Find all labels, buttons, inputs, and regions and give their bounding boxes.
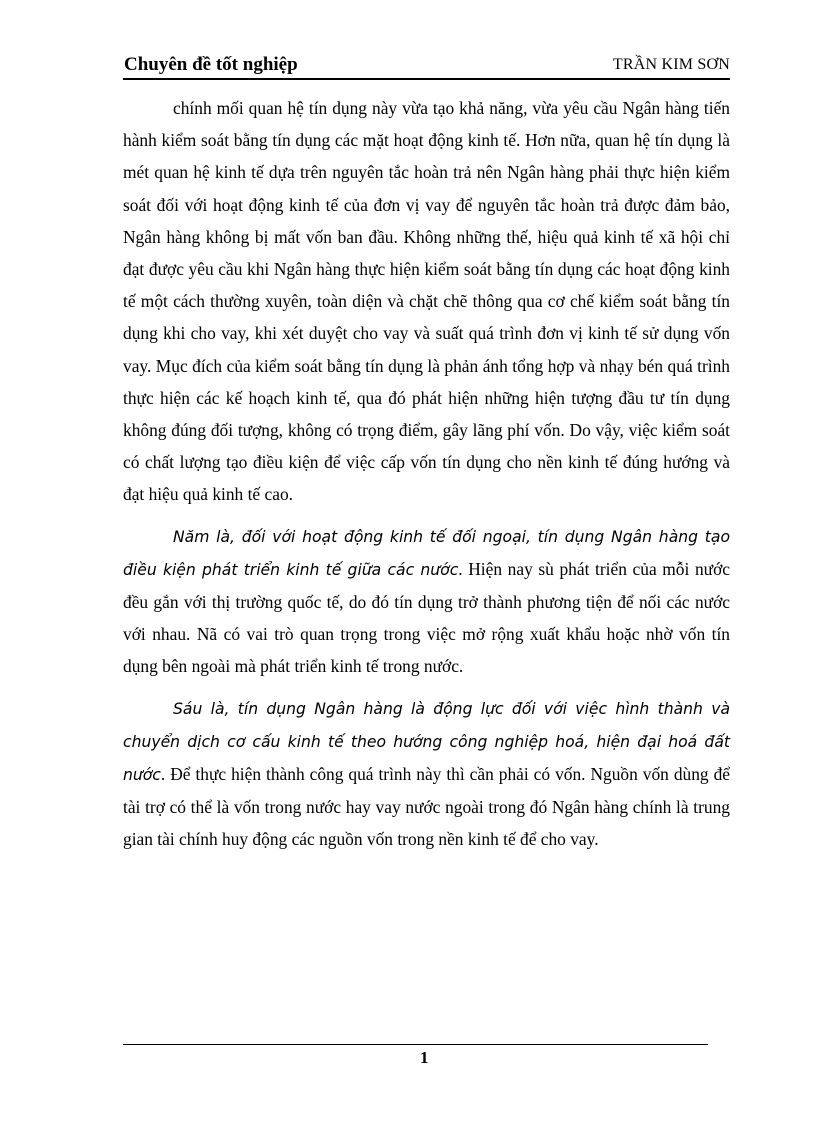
document-title: Chuyên đề tốt nghiệp (124, 54, 298, 75)
paragraph-2-text: . Hiện nay sù phát triển của mỗi nước đều gắn với thị trường quốc tế, do đó tín dụng trở thành phương tiện để nối các nước với nhau. Nã có vai trò quan trọng trong việc mở rộng xuất khẩu hoặc nhờ vốn tín dụng bên ngoài mà phát triển kinh tế trong nước. (123, 558, 730, 677)
footer-divider (123, 1044, 708, 1045)
paragraph-3-text: . Để thực hiện thành công quá trình này thì cần phải có vốn. Nguồn vốn dùng để tài trợ có thể là vốn trong nước hay vay nước ngoài trong đó Ngân hàng chính là trung gian tài chính huy động các nguồn vốn trong nền kinh tế để cho vay. (123, 764, 730, 850)
paragraph-3-italic-lead: Sáu là, tín dụng Ngân hàng là động lực đối với việc hình thành và chuyển dịch cơ cấu kinh tế theo hướng công nghiệp hoá, hiện đại hoá đất nước (123, 699, 730, 785)
paragraph-2-italic-lead: Năm là, đối với hoạt động kinh tế đối ngoại, tín dụng Ngân hàng tạo điều kiện phát triển kinh tế giữa các nước (123, 527, 730, 579)
author-name: TRẦN KIM SƠN (612, 56, 730, 73)
paragraph-2 (123, 520, 730, 683)
body-text (123, 92, 730, 856)
paragraph-1: chính mối quan hệ tín dụng này vừa tạo khả năng, vừa yêu cầu Ngân hàng tiến hành kiểm soát bằng tín dụng các mặt hoạt động kinh tế. Hơn nữa, quan hệ tín dụng là mét quan hệ kinh tế dựa trên nguyên tắc hoàn trả nên Ngân hàng phải thực hiện kiểm soát đối với hoạt động kinh tế của đơn vị vay để nguyên tắc hoàn trả được đảm bảo, Ngân hàng không bị mất vốn ban đầu. Không những thế, hiệu quả kinh tế xã hội chỉ đạt được yêu cầu khi Ngân hàng thực hiện kiểm soát bằng tín dụng các hoạt động kinh tế một cách thường xuyên, toàn diện và chặt chẽ thông qua cơ chế kiểm soát bằng tín dụng khi cho vay, khi xét duyệt cho vay và suất quá trình đơn vị kinh tế sử dụng vốn vay. Mục đích của kiểm soát bằng tín dụng là phản ánh tổng hợp và nhạy bén quá trình thực hiện các kế hoạch kinh tế, qua đó phát hiện những hiện tượng đầu tư tín dụng không đúng đối tượng, không có trọng điểm, gây lãng phí vốn. Do vậy, việc kiểm soát có chất lượng tạo điều kiện để việc cấp vốn tín dụng cho nền kinh tế đúng hướng và đạt hiệu quả kinh tế cao. (123, 98, 730, 505)
page-header (123, 52, 730, 80)
page-number: 1 (420, 1048, 429, 1067)
paragraph-3 (123, 692, 730, 856)
